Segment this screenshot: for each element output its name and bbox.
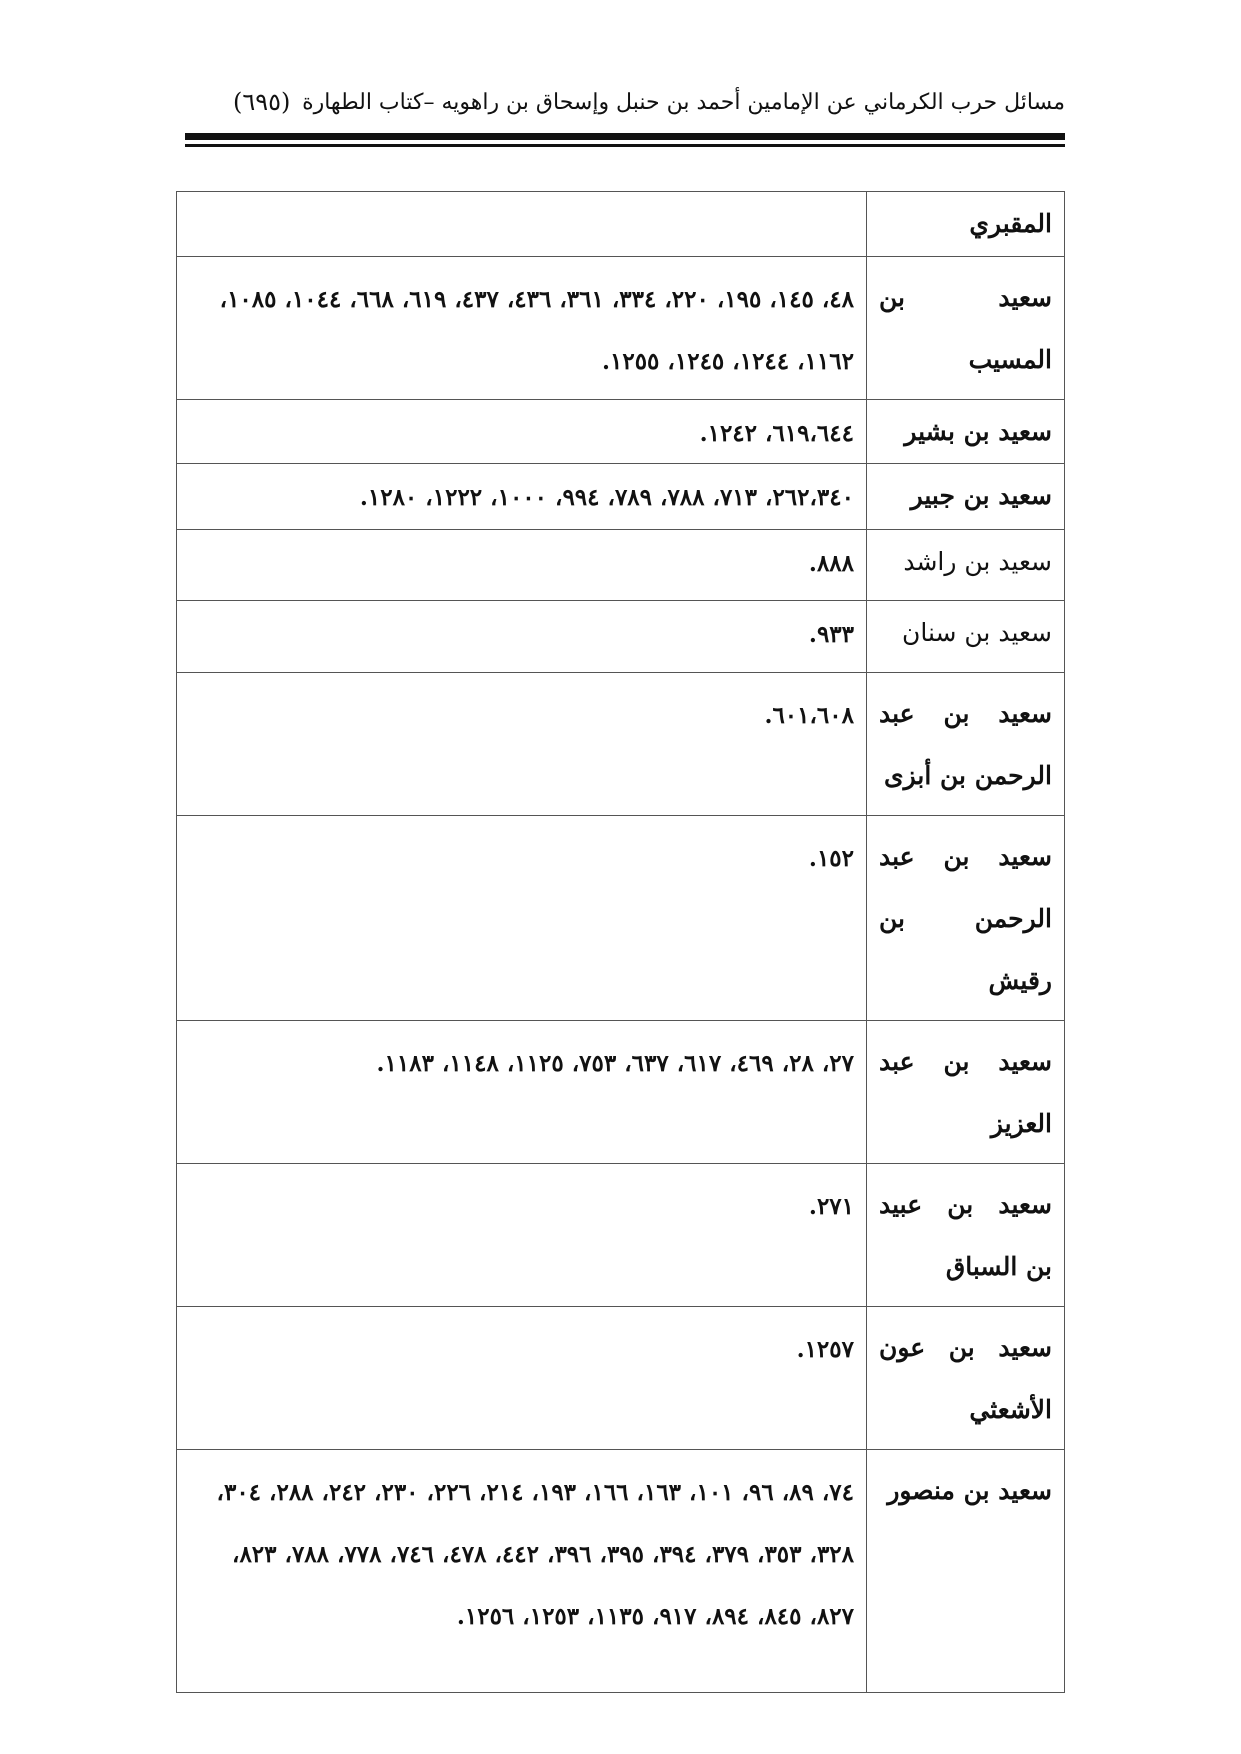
table-row xyxy=(177,400,1065,464)
entry-pages: ٤٨، ١٤٥، ١٩٥، ٢٢٠، ٣٣٤، ٣٦١، ٤٣٦، ٤٣٧، ٦١٩، ٦٦٨، ١٠٤٤، ١٠٨٥، ١١٦٢، ١٢٤٤، ١٢٤٥، ١٢٥٥. xyxy=(177,257,867,400)
entry-name: سعيد بن عون الأشعثي xyxy=(867,1307,1065,1450)
entry-name: سعيد بن جبير xyxy=(867,464,1065,530)
entry-pages: ٢٦٢،٣٤٠، ٧١٣، ٧٨٨، ٧٨٩، ٩٩٤، ١٠٠٠، ١٢٢٢، ١٢٨٠. xyxy=(177,464,867,530)
name-index-table xyxy=(176,191,1065,1693)
entry-pages: ٦٠١،٦٠٨. xyxy=(177,673,867,816)
entry-name: سعيد بن سنان xyxy=(867,601,1065,673)
entry-pages: ٢٧، ٢٨، ٤٦٩، ٦١٧، ٦٣٧، ٧٥٣، ١١٢٥، ١١٤٨، ١١٨٣. xyxy=(177,1021,867,1164)
entry-name: سعيد بن عبد العزيز xyxy=(867,1021,1065,1164)
table-row xyxy=(177,530,1065,601)
table-row xyxy=(177,1307,1065,1450)
table-row xyxy=(177,1164,1065,1307)
entry-name: المقبري xyxy=(867,192,1065,257)
table-row xyxy=(177,257,1065,400)
table-row xyxy=(177,464,1065,530)
table-row xyxy=(177,601,1065,673)
entry-name: سعيد بن منصور xyxy=(867,1450,1065,1693)
page-number: (٦٩٥) xyxy=(233,88,291,116)
entry-name: سعيد بن بشير xyxy=(867,400,1065,464)
table-row xyxy=(177,816,1065,1021)
running-header xyxy=(185,86,1065,126)
entry-pages xyxy=(177,192,867,257)
header-rule-thick xyxy=(185,133,1065,140)
book-title: مسائل حرب الكرماني عن الإمامين أحمد بن حنبل وإسحاق بن راهويه –كتاب الطهارة xyxy=(302,90,1065,115)
entry-name: سعيد بن راشد xyxy=(867,530,1065,601)
entry-pages: ٢٧١. xyxy=(177,1164,867,1307)
entry-name: سعيد بن عبد الرحمن بن أبزى xyxy=(867,673,1065,816)
table-row xyxy=(177,673,1065,816)
entry-pages: ٩٣٣. xyxy=(177,601,867,673)
table-row xyxy=(177,1021,1065,1164)
table-row xyxy=(177,1450,1065,1693)
entry-pages: ١٢٥٧. xyxy=(177,1307,867,1450)
entry-name: سعيد بن المسيب xyxy=(867,257,1065,400)
entry-pages: ٧٤، ٨٩، ٩٦، ١٠١، ١٦٣، ١٦٦، ١٩٣، ٢١٤، ٢٢٦، ٢٣٠، ٢٤٢، ٢٨٨، ٣٠٤، ٣٢٨، ٣٥٣، ٣٧٩، ٣٩٤، ٣٩٥، ٣٩٦، ٤٤٢، ٤٧٨، ٧٤٦، ٧٧٨، ٧٨٨، ٨٢٣، ٨٢٧، ٨٤٥، ٨٩٤، ٩١٧، ١١٣٥، ١٢٥٣، ١٢٥٦. xyxy=(177,1450,867,1693)
header-rule-thin xyxy=(185,144,1065,147)
entry-pages: ٨٨٨. xyxy=(177,530,867,601)
table-row xyxy=(177,192,1065,257)
entry-pages: ١٥٢. xyxy=(177,816,867,1021)
entry-pages: ٦١٩،٦٤٤، ١٢٤٢. xyxy=(177,400,867,464)
entry-name: سعيد بن عبد الرحمن بن رقيش xyxy=(867,816,1065,1021)
entry-name: سعيد بن عبيد بن السباق xyxy=(867,1164,1065,1307)
